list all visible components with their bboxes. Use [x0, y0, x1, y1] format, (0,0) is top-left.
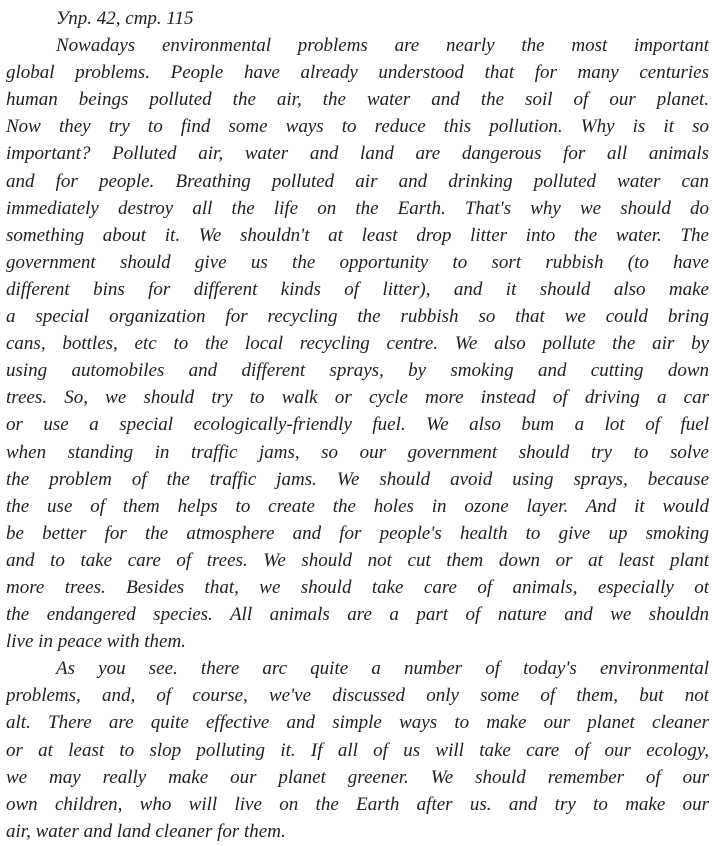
text-line: different bins for different kinds of litter), and it should also make [6, 278, 709, 300]
text-line: more trees. Besides that, we should take care of animals, especially ot [6, 576, 709, 598]
text-line: the use of them helps to create the holes in ozone layer. And it would [6, 495, 709, 517]
text-line: or use a special ecologically-friendly fuel. We also bum a lot of fuel [6, 414, 709, 436]
text-line: cans, bottles, etc to the local recycling centre. We also pollute the air by [6, 333, 709, 355]
text-line: or at least to slop polluting it. If all of us will take care of our ecology, [6, 739, 709, 761]
text-line: Nowadays environmental problems are nearly the most important [56, 35, 709, 57]
text-line: and for people. Breathing polluted air and drinking polluted water can [6, 170, 709, 192]
text-line: live in peace with them. [6, 631, 186, 653]
text-line: Now they try to find some ways to reduce this pollution. Why is it so [6, 116, 709, 138]
text-line: own children, who will live on the Earth after us. and try to make our [6, 793, 709, 815]
text-line: government should give us the opportunity to sort rubbish (to have [6, 251, 709, 273]
exercise-title: Упр. 42, стр. 115 [56, 8, 194, 29]
paragraph-2 [6, 655, 709, 845]
text-line: alt. There are quite effective and simple ways to make our planet cleaner [6, 712, 709, 734]
text-line: when standing in traffic jams, so our government should try to solve [6, 441, 709, 463]
text-line: immediately destroy all the life on the Earth. That's why we should do [6, 197, 709, 219]
text-line: As you see. there arc quite a number of today's environmental [56, 658, 709, 680]
text-line: trees. So, we should try to walk or cycle more instead of driving a car [6, 387, 709, 409]
text-line: using automobiles and different sprays, by smoking and cutting down [6, 360, 709, 382]
text-line: the problem of the traffic jams. We should avoid using sprays, because [6, 468, 709, 490]
text-line: the endangered species. All animals are a part of nature and we shouldn [6, 604, 709, 626]
paragraph-1 [6, 32, 709, 655]
text-line: human beings polluted the air, the water and the soil of our planet. [6, 89, 709, 111]
text-line: air, water and land cleaner for them. [6, 820, 286, 842]
text-line: a special organization for recycling the rubbish so that we could bring [6, 306, 709, 328]
text-line: we may really make our planet greener. We should remember of our [6, 766, 709, 788]
text-line: important? Polluted air, water and land are dangerous for all animals [6, 143, 709, 165]
text-line: global problems. People have already understood that for many centuries [6, 62, 709, 84]
text-line: problems, and, of course, we've discussed only some of them, but not [6, 685, 709, 707]
text-line: and to take care of trees. We should not cut them down or at least plant [6, 549, 709, 571]
text-line: be better for the atmosphere and for people's health to give up smoking [6, 522, 709, 544]
text-line: something about it. We shouldn't at least drop litter into the water. The [6, 224, 709, 246]
